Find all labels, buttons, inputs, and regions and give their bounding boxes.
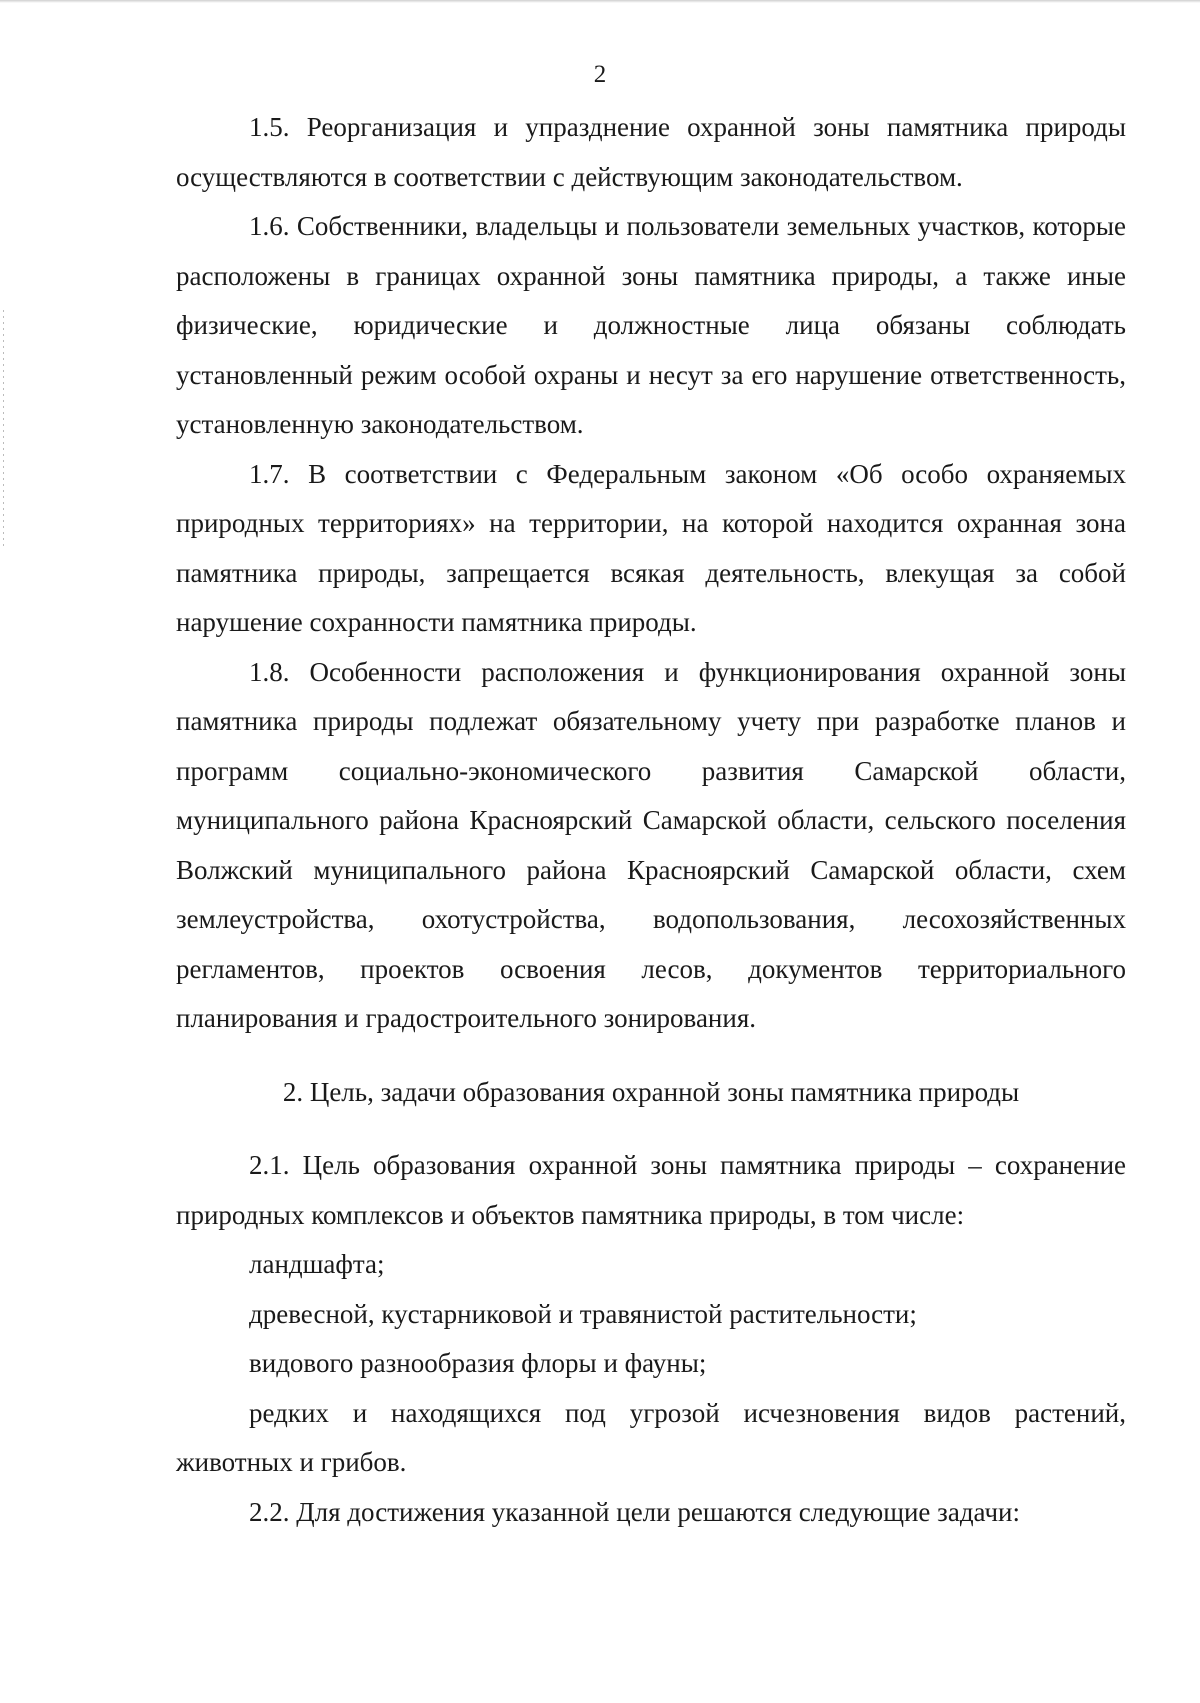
list-item-landscape: ландшафта; <box>249 1249 385 1279</box>
section-2-heading: 2. Цель, задачи образования охранной зоны памятника природы <box>282 1076 1020 1107</box>
scan-top-edge <box>0 0 1200 3</box>
list-item-rare-species: редких и находящихся под угрозой исчезновения видов растений, животных и грибов. <box>176 1397 1126 1477</box>
document-body <box>176 103 1126 1537</box>
paragraph-1-5: 1.5. Реорганизация и упразднение охранной зоны памятника природы осуществляются в соответствии с действующим законодательством. <box>176 112 1126 192</box>
list-item-vegetation: древесной, кустарниковой и травянистой растительности; <box>249 1298 917 1329</box>
paragraph-1-8: 1.8. Особенности расположения и функционирования охранной зоны памятника природы подлежат обязательному учету при разработке планов и программ социально-экономического развития Самарской области, муниципального района Красноярский Самарской области, сельского поселения Волжский муниципального района Красноярский Самарской области, схем землеустройства, охотустройства, водопользования, лесохозяйственных регламентов, проектов освоения лесов, документов территориального планирования и градостроительного зонирования. <box>176 656 1126 1033</box>
paragraph-2-2: 2.2. Для достижения указанной цели решаются следующие задачи: <box>249 1496 1020 1527</box>
paragraph-1-6: 1.6. Собственники, владельцы и пользователи земельных участков, которые расположены в границах охранной зоны памятника природы, а также иные физические, юридические и должностные лица обязаны соблюдать установленный режим особой охраны и несут за его нарушение ответственность, установленную законодательством. <box>176 211 1126 439</box>
page-number: 2 <box>593 61 607 88</box>
paragraph-2-1: 2.1. Цель образования охранной зоны памятника природы – сохранение природных комплексов и объектов памятника природы, в том числе: <box>176 1150 1126 1230</box>
scan-left-artifact <box>3 310 4 550</box>
paragraph-1-7: 1.7. В соответствии с Федеральным законом «Об особо охраняемых природных территориях» на территории, на которой находится охранная зона памятника природы, запрещается всякая деятельность, влекущая за собой нарушение сохранности памятника природы. <box>176 458 1126 637</box>
list-item-biodiversity: видового разнообразия флоры и фауны; <box>249 1348 707 1378</box>
